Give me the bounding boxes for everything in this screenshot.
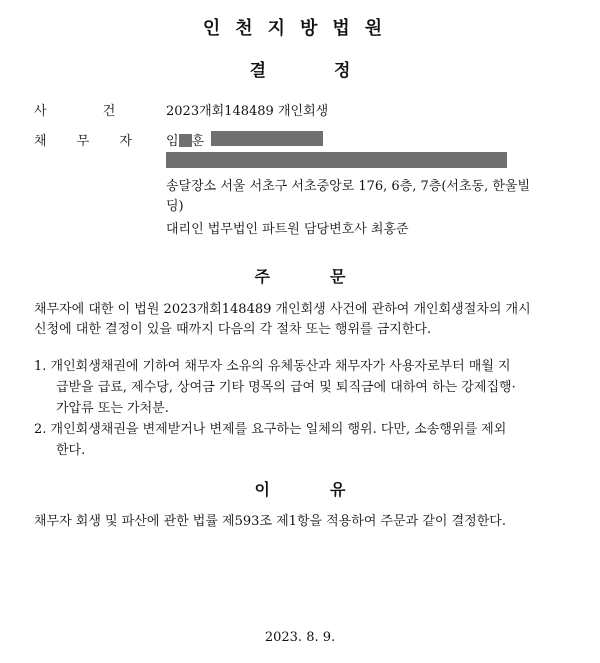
doc-title-left: 결 — [249, 61, 266, 81]
debtor-name — [166, 130, 204, 149]
debtor-name-prefix: 임 — [166, 134, 179, 149]
order-item-2-line2: 한다. — [56, 443, 86, 458]
debtor-name-suffix: 훈 — [191, 134, 205, 149]
delivery-address-line1: 송달장소 서울 서초구 서초중앙로 176, 6층, 7층(서초동, 한울빌 — [166, 179, 531, 194]
name-redaction — [179, 134, 192, 147]
case-value: 2023개회148489 개인회생 — [166, 104, 329, 119]
court-name: 인천지방법원 — [202, 18, 398, 39]
order-section-title — [0, 264, 600, 287]
order-item-1-line1: 1. 개인회생채권에 기하여 채무자 소유의 유체동산과 채무자가 사용자로부터 매월 지 — [34, 359, 511, 374]
delivery-address-line2: 딩) — [166, 199, 184, 214]
order-title-left: 주 — [254, 267, 270, 286]
order-item-1-line2: 급받을 급료, 제수당, 상여금 기타 명목의 급여 및 퇴직금에 대하여 하는 강제집행· — [56, 380, 516, 395]
decision-date: 2023. 8. 9. — [264, 630, 336, 645]
id-redaction — [211, 131, 323, 146]
address-redaction — [166, 152, 507, 168]
case-label: 사 건 — [34, 104, 142, 119]
order-title-right: 문 — [330, 267, 346, 286]
legal-agent: 대리인 법무법인 파트원 담당변호사 최홍준 — [166, 222, 409, 237]
order-item-1-line3: 가압류 또는 가처분. — [56, 401, 169, 416]
order-intro-line1: 채무자에 대한 이 법원 2023개회148489 개인회생 사건에 관하여 개인회생절차의 개시 — [34, 302, 531, 317]
reason-title-right: 유 — [330, 480, 346, 499]
document-title — [0, 56, 600, 81]
reason-text: 채무자 회생 및 파산에 관한 법률 제593조 제1항을 적용하여 주문과 같이 결정한다. — [34, 514, 506, 529]
reason-title-left: 이 — [254, 480, 270, 499]
reason-section-title — [0, 477, 600, 500]
debtor-label: 채 무 자 — [34, 134, 145, 149]
doc-title-right: 정 — [334, 61, 351, 81]
order-intro-line2: 신청에 대한 결정이 있을 때까지 다음의 각 절차 또는 행위를 금지한다. — [34, 322, 432, 337]
order-item-2-line1: 2. 개인회생채권을 변제받거나 변제를 요구하는 일체의 행위. 다만, 소송행위를 제외 — [34, 422, 507, 437]
